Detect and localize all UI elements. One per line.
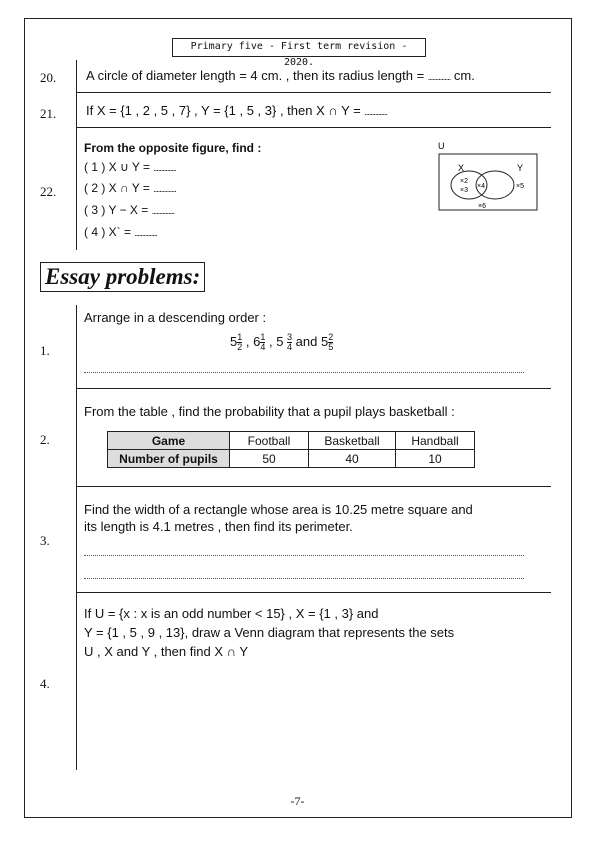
venn-element: ×2 — [460, 178, 468, 185]
venn-element: ×3 — [460, 187, 468, 194]
divider — [76, 127, 551, 128]
question-number: 1. — [40, 343, 50, 358]
table-header: Game — [108, 432, 230, 450]
table-header: Basketball — [309, 432, 396, 450]
question-text: U , X and Y , then find X ∩ Y — [84, 644, 249, 659]
question-number: 4. — [40, 676, 50, 691]
question-text: Arrange in a descending order : — [84, 310, 267, 325]
sub-question: ( 4 ) X` = ............... — [84, 225, 157, 239]
answer-line — [84, 555, 524, 556]
divider — [76, 592, 551, 593]
divider — [76, 92, 551, 93]
question-number: 21. — [40, 106, 57, 121]
venn-element: ×6 — [478, 203, 486, 210]
question-text: If U = {x : x is an odd number < 15} , X = {1 , 3} and — [84, 606, 379, 621]
table-cell: Number of pupils — [108, 450, 230, 468]
table-cell: 50 — [230, 450, 309, 468]
answer-line — [84, 372, 524, 373]
question-text: From the opposite figure, find : — [84, 141, 262, 155]
venn-diagram — [436, 138, 546, 218]
question-number: 22. — [40, 184, 57, 199]
page-number: -7- — [290, 794, 305, 808]
divider — [76, 486, 551, 487]
table-cell: 10 — [396, 450, 475, 468]
question-number: 3. — [40, 533, 50, 548]
sub-question: ( 3 ) Y − X = ............... — [84, 203, 175, 217]
pupils-table — [107, 431, 475, 468]
vertical-rule-essay — [76, 305, 77, 770]
fraction-list: 5 $\frac{1}{2}$ , 6 $\frac{1}{4}$ , 5 $\frac{3}{4}$ and 5 $\frac{2}{5}$ — [230, 332, 334, 352]
venn-element: ×4 — [477, 183, 485, 190]
answer-line — [84, 578, 524, 579]
question-text: A circle of diameter length = 4 cm. , then its radius length = ............... cm. — [86, 68, 475, 83]
table-header: Football — [230, 432, 309, 450]
table-cell: 40 — [309, 450, 396, 468]
question-text: its length is 4.1 metres , then find its perimeter. — [84, 519, 353, 534]
question-number: 2. — [40, 432, 50, 447]
question-text: Y = {1 , 5 , 9 , 13}, draw a Venn diagram that represents the sets — [84, 625, 455, 640]
section-title: Essay problems: — [40, 262, 205, 292]
sub-question: ( 1 ) X ∪ Y = ............... — [84, 160, 176, 174]
question-text: Find the width of a rectangle whose area is 10.25 metre square and — [84, 502, 473, 517]
table-header: Handball — [396, 432, 475, 450]
question-number: 20. — [40, 70, 57, 85]
question-text: From the table , find the probability that a pupil plays basketball : — [84, 404, 455, 419]
question-text: If X = {1 , 2 , 5 , 7} , Y = {1 , 5 , 3} , then X ∩ Y = ............... — [86, 103, 387, 118]
venn-label-y: Y — [517, 163, 524, 173]
divider — [76, 388, 551, 389]
vertical-rule-top — [76, 60, 77, 250]
venn-label-x: X — [458, 163, 465, 173]
venn-universe-label: U — [438, 141, 445, 151]
venn-element: ×5 — [516, 183, 524, 190]
page-header: Primary five - First term revision - 2020. — [172, 38, 426, 57]
sub-question: ( 2 ) X ∩ Y = ............... — [84, 181, 176, 195]
